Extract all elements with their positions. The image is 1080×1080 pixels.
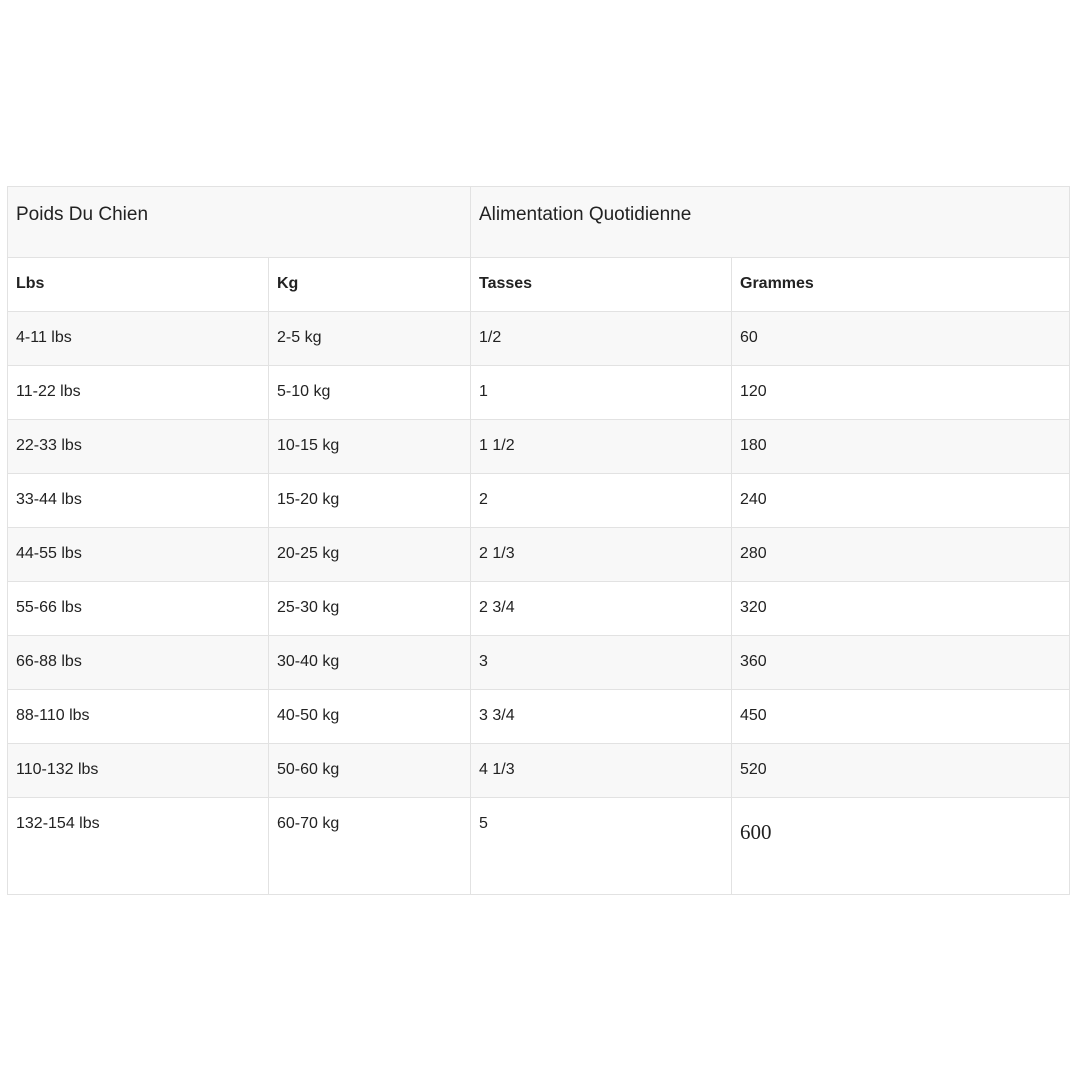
cell-cups: 5 — [471, 798, 732, 895]
feeding-table — [7, 186, 1070, 895]
cell-kg: 40-50 kg — [269, 690, 471, 744]
cell-grams: 60 — [732, 312, 1070, 366]
cell-kg: 25-30 kg — [269, 582, 471, 636]
column-header-cups: Tasses — [471, 258, 732, 312]
cell-grams: 120 — [732, 366, 1070, 420]
table-row — [8, 366, 1070, 420]
cell-lbs: 22-33 lbs — [8, 420, 269, 474]
cell-kg: 5-10 kg — [269, 366, 471, 420]
cell-lbs: 132-154 lbs — [8, 798, 269, 895]
table-row — [8, 798, 1070, 895]
cell-lbs: 4-11 lbs — [8, 312, 269, 366]
cell-grams: 360 — [732, 636, 1070, 690]
cell-lbs: 66-88 lbs — [8, 636, 269, 690]
cell-cups: 2 1/3 — [471, 528, 732, 582]
cell-cups: 2 3/4 — [471, 582, 732, 636]
cell-cups: 1 — [471, 366, 732, 420]
cell-grams: 240 — [732, 474, 1070, 528]
table-row — [8, 582, 1070, 636]
cell-grams: 520 — [732, 744, 1070, 798]
cell-grams — [732, 798, 1070, 895]
table-row — [8, 312, 1070, 366]
cell-kg: 30-40 kg — [269, 636, 471, 690]
group-header-row — [8, 187, 1070, 258]
cell-grams: 280 — [732, 528, 1070, 582]
cell-lbs: 55-66 lbs — [8, 582, 269, 636]
cell-kg: 2-5 kg — [269, 312, 471, 366]
cell-kg: 50-60 kg — [269, 744, 471, 798]
column-header-row — [8, 258, 1070, 312]
cell-cups: 3 3/4 — [471, 690, 732, 744]
cell-kg: 60-70 kg — [269, 798, 471, 895]
table-row — [8, 690, 1070, 744]
cell-lbs: 11-22 lbs — [8, 366, 269, 420]
cell-grams-value: 600 — [740, 820, 772, 844]
table-row — [8, 636, 1070, 690]
cell-cups: 1/2 — [471, 312, 732, 366]
cell-cups: 4 1/3 — [471, 744, 732, 798]
column-header-grams: Grammes — [732, 258, 1070, 312]
table-row — [8, 744, 1070, 798]
cell-kg: 15-20 kg — [269, 474, 471, 528]
cell-lbs: 110-132 lbs — [8, 744, 269, 798]
cell-grams: 180 — [732, 420, 1070, 474]
cell-cups: 3 — [471, 636, 732, 690]
cell-cups: 1 1/2 — [471, 420, 732, 474]
cell-grams: 320 — [732, 582, 1070, 636]
cell-kg: 20-25 kg — [269, 528, 471, 582]
table-row — [8, 474, 1070, 528]
cell-kg: 10-15 kg — [269, 420, 471, 474]
feeding-table-container — [7, 186, 1069, 895]
column-header-kg: Kg — [269, 258, 471, 312]
cell-lbs: 44-55 lbs — [8, 528, 269, 582]
table-row — [8, 420, 1070, 474]
cell-lbs: 88-110 lbs — [8, 690, 269, 744]
table-row — [8, 528, 1070, 582]
group-header-dog-weight: Poids Du Chien — [8, 187, 471, 258]
cell-grams: 450 — [732, 690, 1070, 744]
group-header-daily-feeding: Alimentation Quotidienne — [471, 187, 1070, 258]
column-header-lbs: Lbs — [8, 258, 269, 312]
cell-lbs: 33-44 lbs — [8, 474, 269, 528]
cell-cups: 2 — [471, 474, 732, 528]
